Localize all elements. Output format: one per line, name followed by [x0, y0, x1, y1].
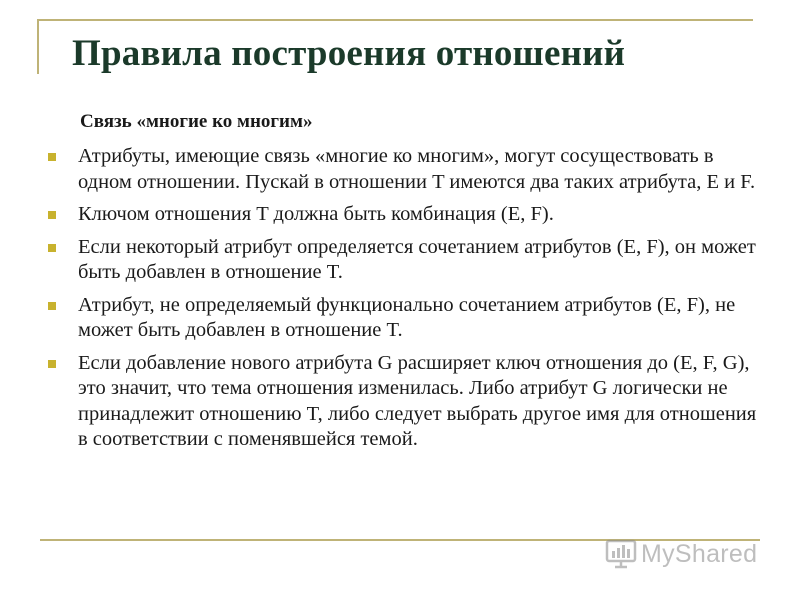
myshared-logo-icon — [605, 538, 637, 570]
square-bullet-icon — [48, 360, 56, 368]
bullet-item — [48, 351, 758, 453]
slide-subtitle: Связь «многие ко многим» — [80, 111, 313, 132]
square-bullet-icon — [48, 153, 56, 161]
bullet-item — [48, 235, 758, 286]
bullet-item — [48, 293, 758, 344]
watermark-text: MyShared — [641, 539, 758, 568]
bullet-text: Если некоторый атрибут определяется сочетанием атрибутов (E, F), он может быть добавлен в отношение T. — [78, 235, 756, 283]
frame-top-line — [37, 19, 753, 21]
bullet-text: Если добавление нового атрибута G расширяет ключ отношения до (E, F, G), это значит, что тема отношения изменилась. Либо атрибут G логически не принадлежит отношению T, либо следует выбрать другое имя для отношения в соответствии с поменявшейся темой. — [78, 351, 757, 450]
square-bullet-icon — [48, 211, 56, 219]
bullet-text: Атрибут, не определяемый функционально сочетанием атрибутов (E, F), не может быть добавлен в отношение T. — [78, 293, 736, 341]
square-bullet-icon — [48, 302, 56, 310]
bullet-item — [48, 144, 758, 195]
bullet-text: Атрибуты, имеющие связь «многие ко многим», могут сосуществовать в одном отношении. Пускай в отношении T имеются два таких атрибута, E и F. — [78, 145, 756, 193]
square-bullet-icon — [48, 244, 56, 252]
bullet-item — [48, 202, 758, 228]
frame-left-line — [37, 19, 39, 74]
slide-title: Правила построения отношений — [72, 33, 626, 74]
bullet-text: Ключом отношения T должна быть комбинация (E, F). — [78, 203, 554, 225]
myshared-watermark — [605, 538, 757, 570]
bullet-list — [48, 144, 758, 460]
